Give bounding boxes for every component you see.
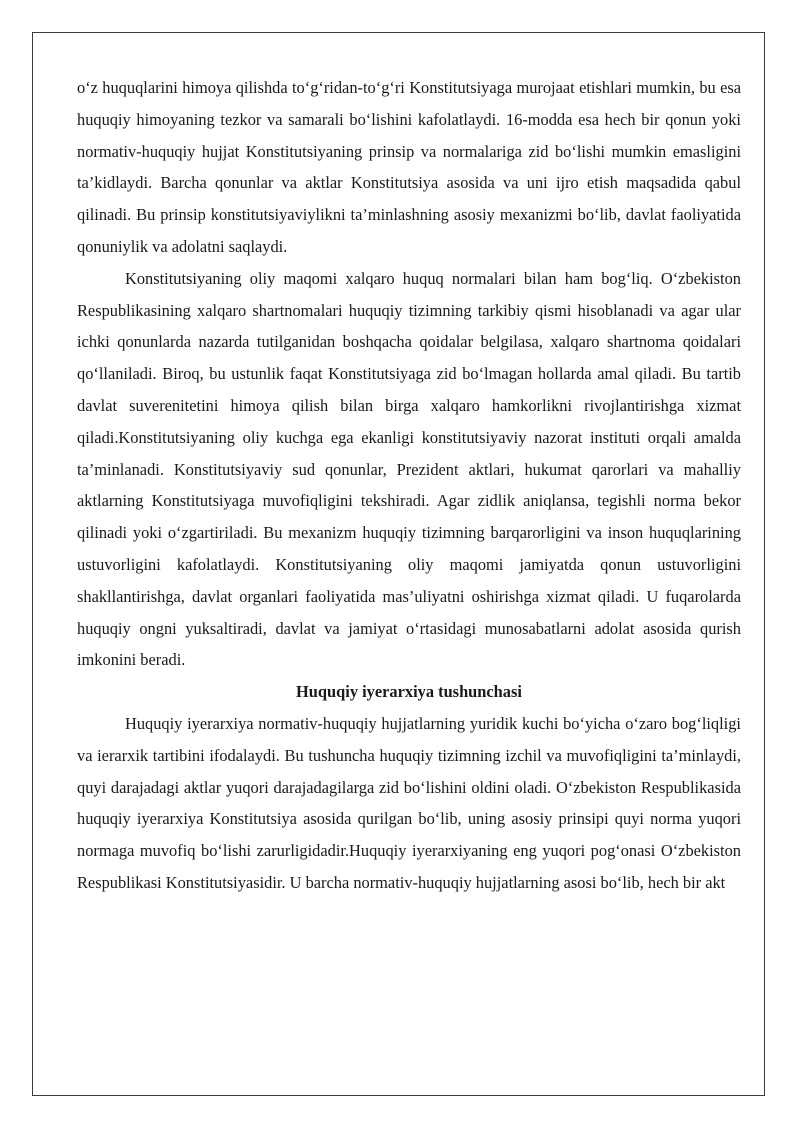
paragraph-continuation: o‘z huquqlarini himoya qilishda to‘g‘ridan-to‘g‘ri Konstitutsiyaga murojaat etishlari mumkin, bu esa huquqiy himoyaning tezkor va samarali bo‘lishini kafolatlaydi. 16-modda esa hech bir qonun yoki normativ-huquqiy hujjat Konstitutsiyaning prinsip va normalariga zid bo‘lishi mumkin emasligini ta’kidlaydi. Barcha qonunlar va aktlar Konstitutsiya asosida va uni ijro etish maqsadida qabul qilinadi. Bu prinsip konstitutsiyaviylikni ta’minlashning asosiy mexanizmi bo‘lib, davlat faoliyatida qonuniylik va adolatni saqlaydi. bbox=[77, 78, 741, 256]
section-heading: Huquqiy iyerarxiya tushunchasi bbox=[296, 682, 522, 702]
paragraph-legal-hierarchy: Huquqiy iyerarxiya normativ-huquqiy hujjatlarning yuridik kuchi bo‘yicha o‘zaro bog‘liqligi va ierarxik tartibini ifodalaydi. Bu tushuncha huquqiy tizimning izchil va muvofiqligini ta’minlaydi, quyi darajadagi aktlar yuqori darajadagilarga zid bo‘lishini oldini oladi. O‘zbekiston Respublikasida huquqiy iyerarxiya Konstitutsiya asosida qurilgan bo‘lib, uning asosiy prinsipi quyi norma yuqori normaga muvofiq bo‘lishi zarurligidadir.Huquqiy iyerarxiyaning eng yuqori pog‘onasi O‘zbekiston Respublikasi Konstitutsiyasidir. U barcha normativ-huquqiy hujjatlarning asosi bo‘lib, hech bir akt bbox=[77, 713, 741, 892]
document-body bbox=[77, 72, 741, 899]
paragraph-constitution-international-law: Konstitutsiyaning oliy maqomi xalqaro huquq normalari bilan ham bog‘liq. O‘zbekiston Respublikasining xalqaro shartnomalari huquqiy tizimning tarkibiy qismi hisoblanadi va agar ular ichki qonunlarda nazarda tutilganidan boshqacha qoidalar belgilasa, xalqaro shartnoma qoidalari qo‘llaniladi. Biroq, bu ustunlik faqat Konstitutsiyaga zid bo‘lmagan hollarda amal qiladi. Bu tartib davlat suverenitetini himoya qilish bilan birga xalqaro hamkorlikni rivojlantirishga xizmat qiladi.Konstitutsiyaning oliy kuchga ega ekanligi konstitutsiyaviy nazorat instituti orqali amalda ta’minlanadi. Konstitutsiyaviy sud qonunlar, Prezident aktlari, hukumat qarorlari va mahalliy aktlarning Konstitutsiyaga muvofiqligini tekshiradi. Agar zidlik aniqlansa, tegishli norma bekor qilinadi yoki o‘zgartiriladi. Bu mexanizm huquqiy tizimning barqarorligini va inson huquqlarining ustuvorligini kafolatlaydi. Konstitutsiyaning oliy maqomi jamiyatda qonun ustuvorligini shakllantirishga, davlat organlari faoliyatida mas’uliyatni oshirishga xizmat qiladi. U fuqarolarda huquqiy ongni yuksaltiradi, davlat va jamiyat o‘rtasidagi munosabatlarni adolat asosida qurish imkonini beradi. bbox=[77, 268, 741, 670]
